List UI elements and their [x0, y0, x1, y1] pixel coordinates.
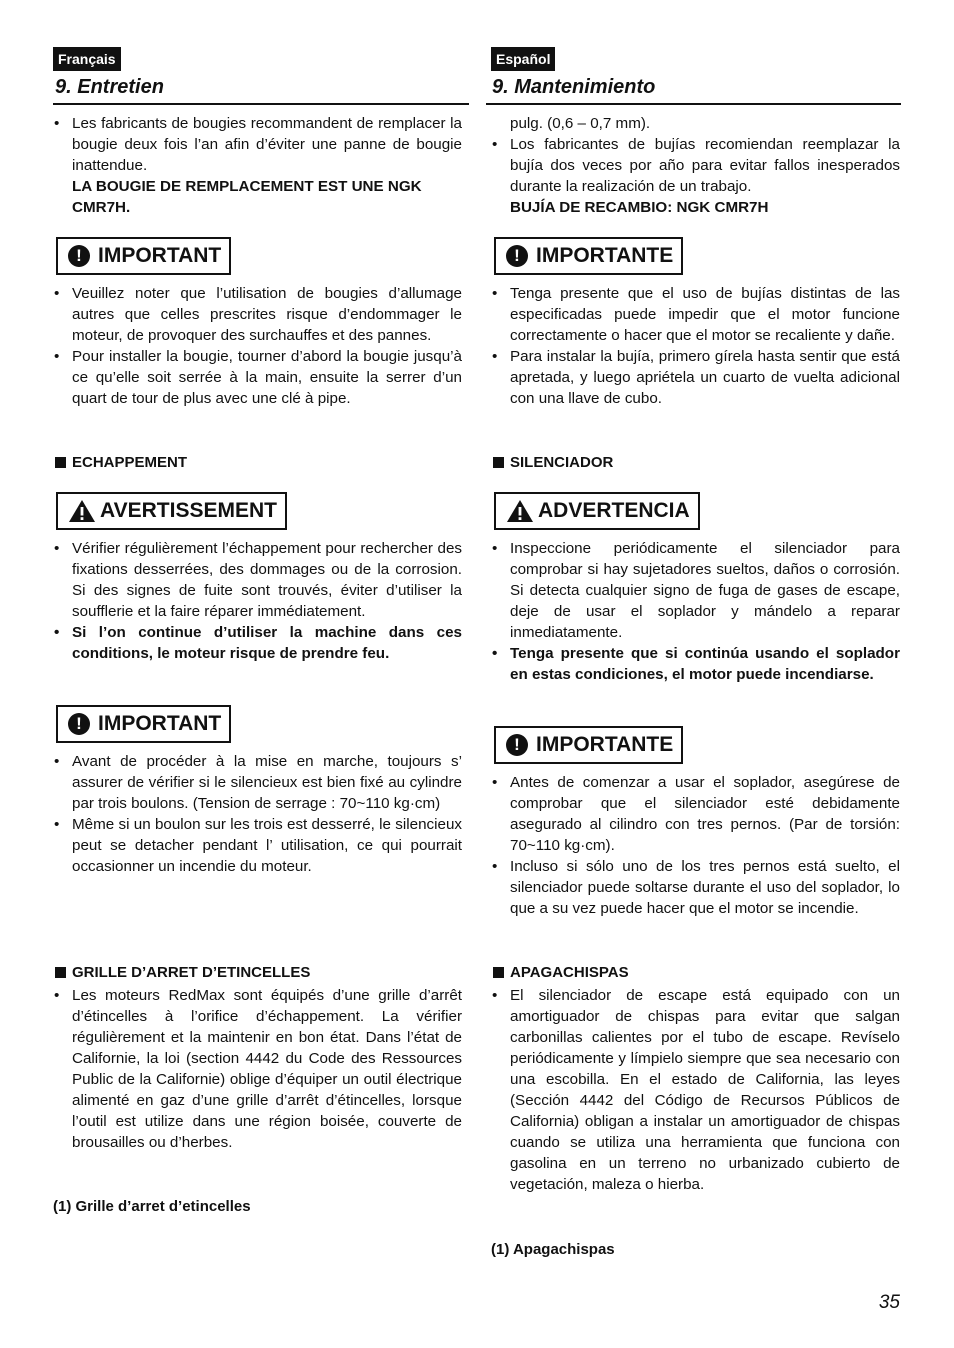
fr-bullet-fire-risk: • Si l’on continue d’utiliser la machine dans ces conditions, le moteur risque de prendre feu. [53, 622, 462, 664]
es-bullet-exhaust-check: • Inspeccione periódicamente el silenciador para comprobar si hay sujetadores sueltos, daños o corrosión. Si detecta cualquier signo de fuga de gases de escape, deje de usar el soplador y mándelo a reparar inmediatamente. [491, 538, 900, 643]
es-gap-value: pulg. (0,6 – 0,7 mm). [510, 115, 651, 132]
exclamation-icon: ! [68, 245, 90, 267]
es-bullet-fire-risk: • Tenga presente que si continúa usando el soplador en estas condiciones, el motor puede incendiarse. [491, 643, 900, 685]
es-muffler-bullets [491, 772, 900, 919]
es-important-label-2: IMPORTANTE [536, 733, 674, 756]
fr-replacement-plug-note: LA BOUGIE DE REMPLACEMENT EST UNE NGK CMR7H. [72, 178, 422, 216]
fr-bullet-arrester: • Les moteurs RedMax sont équipés d’une grille d’arrêt d’étincelles à l’orifice d’échappement. La vérifier régulièrement et la maintenir en bon état. Dans l’état de Californie, la loi (section 4442 du Code des Ressources Public de la Californie) oblige d’équiper un outil électrique alimenté en gaz d’une grille d’arrêt d’étincelles, lorsque l’outil est utilize dans une région boisée, couverte de brousailles ou d’herbes. [53, 985, 462, 1153]
fr-caption: (1) Grille d’arret d’etincelles [53, 1198, 251, 1215]
es-important-box-1 [494, 237, 683, 275]
fr-bullet-spark-replace: • Les fabricants de bougies recommandent de remplacer la bougie deux fois l’an afin d’éviter une panne de bougie inattendue. [53, 113, 462, 176]
title-rule-spanish [486, 103, 901, 105]
es-replacement-plug-note: BUJÍA DE RECAMBIO: NGK CMR7H [510, 199, 769, 216]
es-heading-spark-arrester: APAGACHISPAS [493, 963, 629, 983]
es-important-label-1: IMPORTANTE [536, 244, 674, 267]
es-bullet-muffler-bolts: • Antes de comenzar a usar el soplador, asegúrese de comprobar que el silenciador esté debidamente asegurado al cilindro con tres pernos. (Par de torsión: 70~110 kg·cm). [491, 772, 900, 856]
language-tag-french: Français [53, 47, 121, 71]
fr-bullet-muffler-bolts: • Avant de procéder à la mise en marche, toujours s’ assurer de vérifier si le silencieux est bien fixé au cylindre par trois boulons. (Tension de serrage : 70~110 kg·cm) [53, 751, 462, 814]
es-exhaust-bullets [491, 538, 900, 685]
fr-plug-bullets [53, 283, 462, 409]
es-warning-label: ADVERTENCIA [538, 499, 690, 522]
fr-important-label-1: IMPORTANT [98, 244, 222, 267]
es-intro-block [491, 113, 900, 218]
es-heading-muffler: SILENCIADOR [493, 453, 613, 473]
fr-bullet-plug-install: • Pour installer la bougie, tourner d’abord la bougie jusqu’à ce qu’elle soit serrée à la main, ensuite la serrer d’un quart de tour de plus avec une clé à pipe. [53, 346, 462, 409]
fr-heading-exhaust: ECHAPPEMENT [55, 453, 187, 473]
fr-important-box-1 [56, 237, 231, 275]
fr-important-label-2: IMPORTANT [98, 712, 222, 735]
square-bullet-icon [493, 457, 504, 468]
exclamation-icon: ! [506, 734, 528, 756]
square-bullet-icon [493, 967, 504, 978]
es-bullet-spark-replace: • Los fabricantes de bujías recomiendan reemplazar la bujía dos veces por año para evitar fallos inesperados durante la realización de un trabajo. [491, 134, 900, 197]
warning-triangle-icon [506, 499, 534, 523]
es-bullet-plug-warning: • Tenga presente que el uso de bujías distintas de las especificadas puede impedir que el motor funcione correctamente o hacer que el motor se recaliente y dañe. [491, 283, 900, 346]
fr-intro-block [53, 113, 462, 218]
warning-triangle-icon [68, 499, 96, 523]
fr-bullet-plug-warning: • Veuillez noter que l’utilisation de bougies d’allumage autres que celles prescrites risque d’endommager le moteur, de provoquer des surchauffes et des pannes. [53, 283, 462, 346]
fr-muffler-bullets [53, 751, 462, 877]
square-bullet-icon [55, 967, 66, 978]
es-bullet-plug-install: • Para instalar la bujía, primero gírela hasta sentir que está apretada, y luego apriétela un cuarto de vuelta adicional con una llave de cubo. [491, 346, 900, 409]
fr-bullet-exhaust-check: • Vérifier régulièrement l’échappement pour rechercher des fixations desserrées, des dommages ou de la corrosion. Si des signes de fuite sont trouvés, éviter d’utiliser la soufflerie et la faire réparer immédiatement. [53, 538, 462, 622]
fr-warning-label: AVERTISSEMENT [100, 499, 277, 522]
language-tag-spanish: Español [491, 47, 555, 71]
es-bullet-loose-bolt: • Incluso si sólo uno de los tres pernos está suelto, el silenciador puede soltarse durante el uso del soplador, lo que a su vez puede hacer que el motor se incendie. [491, 856, 900, 919]
page-number: 35 [878, 1292, 900, 1313]
fr-warning-box [56, 492, 287, 530]
es-bullet-arrester: • El silenciador de escape está equipado con un amortiguador de chispas para evitar que salgan carbonillas calientes por el tubo de escape. Revíselo periódicamente y límpielo siempre que sea necesario con una escobilla. En el estado de California, las leyes (Sección 4442 del Código de Recursos Públicos de California) obligan a instalar un amortiguador de chispas cuando se utiliza una herramienta que funciona con gasolina en un terreno no urbanizado cubierto de vegetación, maleza o hierba. [491, 985, 900, 1195]
fr-exhaust-bullets [53, 538, 462, 664]
exclamation-icon: ! [68, 713, 90, 735]
es-arrester-block [491, 985, 900, 1195]
es-important-box-2 [494, 726, 683, 764]
fr-important-box-2 [56, 705, 231, 743]
fr-arrester-block [53, 985, 462, 1153]
section-title-french: 9. Entretien [55, 76, 164, 98]
exclamation-icon: ! [506, 245, 528, 267]
fr-bullet-loose-bolt: • Même si un boulon sur les trois est desserré, le silencieux peut se detacher pendant l’ utilisation, ce qui pourrait occasionner un incendie du moteur. [53, 814, 462, 877]
fr-heading-spark-arrester: GRILLE D’ARRET D’ETINCELLES [55, 963, 310, 983]
title-rule-french [53, 103, 469, 105]
es-warning-box [494, 492, 700, 530]
es-plug-bullets [491, 283, 900, 409]
section-title-spanish: 9. Mantenimiento [492, 76, 656, 98]
square-bullet-icon [55, 457, 66, 468]
es-caption: (1) Apagachispas [491, 1241, 615, 1258]
